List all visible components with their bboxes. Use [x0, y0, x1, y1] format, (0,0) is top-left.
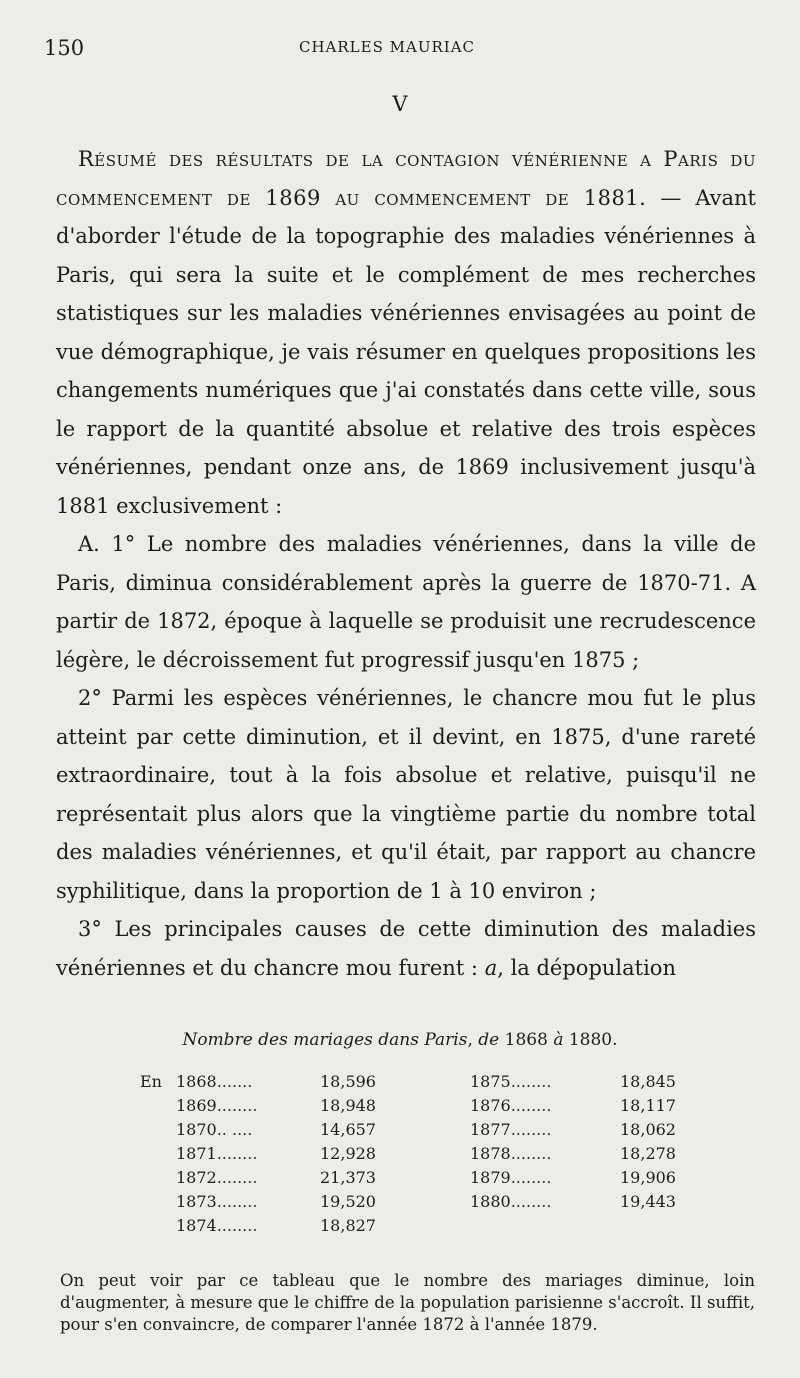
table-row	[470, 1166, 700, 1190]
table-year: 1870.. ....	[176, 1120, 253, 1139]
table-year: 1875........	[470, 1072, 552, 1091]
page-header	[44, 36, 756, 66]
table-year: 1879........	[470, 1168, 552, 1187]
table-row	[470, 1142, 700, 1166]
table-caption	[0, 1030, 800, 1050]
table-year: 1878........	[470, 1144, 552, 1163]
page-number: 150	[44, 36, 85, 60]
caption-part: 1880.	[563, 1030, 618, 1050]
section-number: V	[392, 92, 408, 116]
table-row	[470, 1070, 700, 1094]
table-row	[140, 1070, 430, 1094]
caption-part: ,	[467, 1030, 479, 1050]
table-value: 18,827	[320, 1216, 376, 1235]
table-row	[140, 1166, 430, 1190]
table-value: 19,906	[620, 1168, 676, 1187]
section-intro-text: — Avant d'aborder l'étude de la topographie des maladies vénériennes à Paris, qui sera la suite et le complément de mes recherches statistiques sur les maladies vénériennes envisagées au point de vue démographique, je vais résumer en quelques propositions les changements numériques que j'ai constatés dans cette ville, sous le rapport de la quantité absolue et relative des trois espèces vénériennes, pendant onze ans, de 1869 inclusivement jusqu'à 1881 exclusivement :	[56, 185, 757, 518]
table-right-column	[470, 1070, 700, 1214]
point-a3-letter: a	[484, 955, 498, 980]
table-year: 1880........	[470, 1192, 552, 1211]
section-intro-paragraph	[56, 140, 756, 525]
table-row	[140, 1214, 430, 1238]
table-year: 1876........	[470, 1096, 552, 1115]
table-left-column	[140, 1070, 430, 1238]
table-prefix: En	[140, 1072, 162, 1091]
caption-part: de	[478, 1030, 500, 1050]
table-value: 21,373	[320, 1168, 376, 1187]
table-row	[470, 1118, 700, 1142]
point-a3	[56, 910, 756, 987]
point-a3-start: 3° Les principales causes de cette diminution des maladies vénériennes et du chancre mou furent :	[56, 917, 756, 980]
point-a2: 2° Parmi les espèces vénériennes, le chancre mou fut le plus atteint par cette diminution, et il devint, en 1875, d'une rareté extraordinaire, tout à la fois absolue et relative, puisqu'il ne représentait plus alors que la vingtième partie du nombre total des maladies vénériennes, et qu'il était, par rapport au chancre syphilitique, dans la proportion de 1 à 10 environ ;	[56, 686, 756, 903]
table-year: 1873........	[176, 1192, 258, 1211]
table-value: 14,657	[320, 1120, 376, 1139]
table-row	[140, 1094, 430, 1118]
table-row	[140, 1118, 430, 1142]
table-note: On peut voir par ce tableau que le nombre des mariages diminue, loin d'augmenter, à mesure que le chiffre de la population parisienne s'accroît. Il suffit, pour s'en convaincre, de comparer l'année 1872 à l'année 1879.	[60, 1270, 755, 1334]
table-year: 1871........	[176, 1144, 258, 1163]
running-head: CHARLES MAURIAC	[299, 38, 476, 56]
table-value: 18,117	[620, 1096, 676, 1115]
table-row	[470, 1094, 700, 1118]
table-year: 1874........	[176, 1216, 258, 1235]
table-value: 18,596	[320, 1072, 376, 1091]
table-value: 18,948	[320, 1096, 376, 1115]
body-text	[56, 140, 756, 987]
caption-part: Paris	[424, 1030, 468, 1050]
table-year: 1872........	[176, 1168, 258, 1187]
section-heading: Résumé des résultats de la contagion vénérienne a Paris du commencement de 1869 au commencement de 1881.	[56, 147, 756, 210]
table-value: 12,928	[320, 1144, 376, 1163]
table-row	[140, 1190, 430, 1214]
point-a1: A. 1° Le nombre des maladies vénériennes, dans la ville de Paris, diminua considérablement après la guerre de 1870-71. A partir de 1872, époque à laquelle se produisit une recrudescence légère, le décroissement fut progressif jusqu'en 1875 ;	[56, 532, 756, 672]
table-value: 18,845	[620, 1072, 676, 1091]
table-row	[140, 1142, 430, 1166]
table-value: 19,520	[320, 1192, 376, 1211]
caption-part: Nombre des mariages dans	[182, 1030, 425, 1050]
table-year: 1868.......	[176, 1072, 253, 1091]
table-value: 19,443	[620, 1192, 676, 1211]
point-a3-end: , la dépopulation	[497, 955, 676, 980]
table-row	[470, 1190, 700, 1214]
table-year: 1869........	[176, 1096, 258, 1115]
table-value: 18,278	[620, 1144, 676, 1163]
caption-part: à	[553, 1030, 564, 1050]
table-value: 18,062	[620, 1120, 676, 1139]
caption-part: 1868	[499, 1030, 554, 1050]
table-year: 1877........	[470, 1120, 552, 1139]
